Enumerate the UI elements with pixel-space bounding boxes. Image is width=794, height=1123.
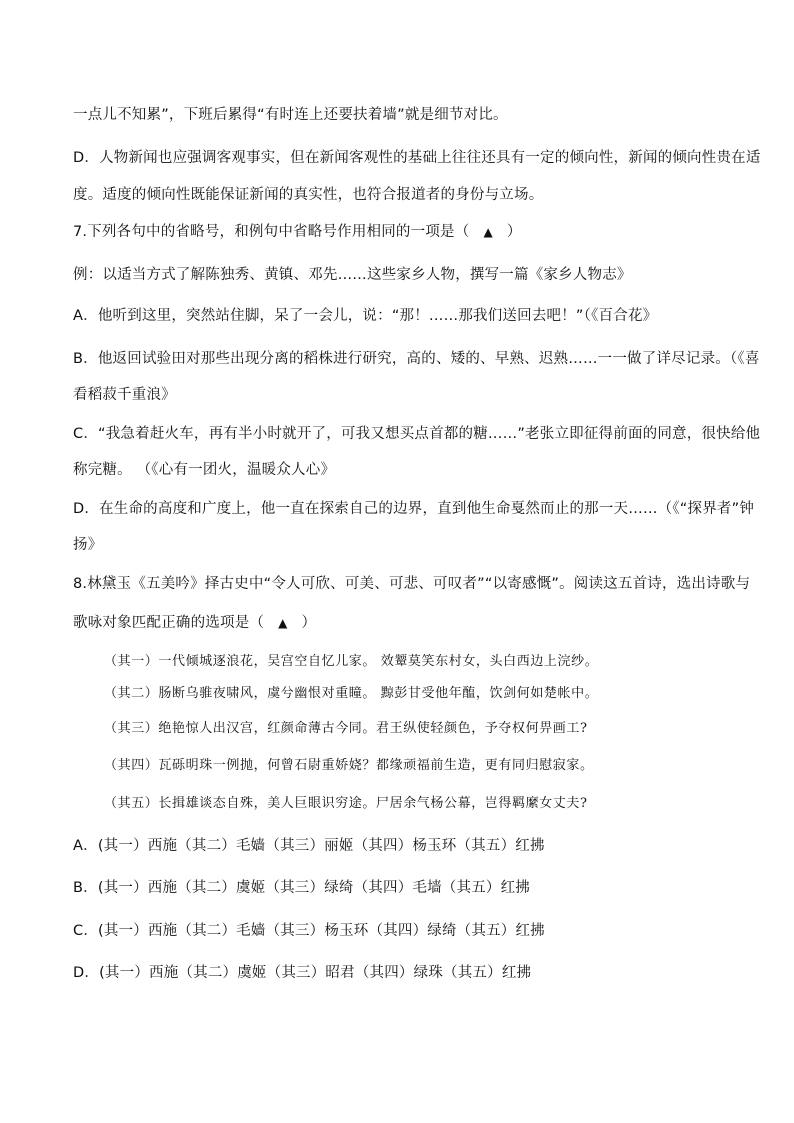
example-line: 例：以适当方式了解陈独秀、黄镇、邓先……这些家乡人物，撰写一篇《家乡人物志》 bbox=[73, 267, 632, 283]
question-7-close: ） bbox=[506, 224, 522, 240]
option-c-line: C．“我急着赶火车，再有半小时就开了，可我又想买点首都的糖……”老张立即征得前面的同意，很快给他 bbox=[73, 426, 761, 442]
question-7-text: 7.下列各句中的省略号，和例句中省略号作用相同的一项是（ bbox=[73, 224, 470, 240]
question-7-stem bbox=[73, 222, 522, 242]
option-d-line: D．(其一）西施（其二）虞姬（其三）昭君（其四）绿珠（其五）红拂 bbox=[73, 965, 532, 981]
poem-line: （其二）肠断乌骓夜啸风，虞兮幽恨对重瞳。 黥彭甘受他年醢，饮剑何如楚帐中。 bbox=[104, 686, 599, 701]
option-c-line-cont: 称完糖。 （《心有一团火，温暖众人心》 bbox=[73, 462, 336, 478]
option-a-line: A．他听到这里，突然站住脚，呆了一会儿，说：“那！……那我们送回去吧！”（《百合花》 bbox=[73, 308, 658, 324]
option-b-line: B．(其一）西施（其二）虞姬（其三）绿绮（其四）毛墙（其五）红拂 bbox=[73, 880, 531, 896]
option-b-line: B．他返回试验田对那些出现分离的稻株进行研究，高的、矮的、早熟、迟熟……一一做了详尽记录。（《喜 bbox=[73, 351, 760, 367]
poem-line: （其一）一代倾城逐浪花，吴宫空自忆儿家。 效颦莫笑东村女，头白西边上浣纱。 bbox=[104, 654, 599, 669]
question-8-close: ） bbox=[301, 615, 317, 631]
text-line: 度。适度的倾向性既能保证新闻的真实性，也符合报道者的身份与立场。 bbox=[73, 187, 544, 203]
question-8-stem: 8.林黛玉《五美吟》择古史中“令人可欣、可美、可悲、可叹者”“以寄感慨”。阅读这五首诗，选出诗歌与 bbox=[73, 576, 751, 592]
option-d-line: D．在生命的高度和广度上，他一直在探索自己的边界，直到他生命戛然而止的那一天……（《“探界者”钟 bbox=[73, 501, 755, 517]
option-c-line: C．(其一）西施（其二）毛嫱（其三）杨玉环（其四）绿绮（其五）红拂 bbox=[73, 923, 545, 939]
option-b-line-cont: 看稻菽千重浪》 bbox=[73, 387, 176, 403]
option-a-line: A．(其一）西施（其二）毛嫱（其三）丽姬（其四）杨玉环（其五）红拂 bbox=[73, 838, 545, 854]
option-d-line-cont: 扬》 bbox=[73, 537, 103, 553]
poem-line: （其五）长揖雄谈态自殊，美人巨眼识穷途。尸居余气杨公幕，岂得羁縻女丈夫? bbox=[104, 796, 588, 811]
question-8-text: 歌咏对象匹配正确的选项是（ bbox=[73, 615, 265, 631]
text-line: 一点儿不知累”，下班后累得“有时连上还要扶着墙”就是细节对比。 bbox=[73, 107, 508, 123]
option-d-line: D．人物新闻也应强调客观事实，但在新闻客观性的基础上往往还具有一定的倾向性，新闻的倾向性贵在适 bbox=[73, 150, 761, 166]
answer-placeholder-triangle-icon: ▲ bbox=[278, 616, 288, 630]
question-8-stem-cont bbox=[73, 613, 316, 633]
poem-line: （其四）瓦砾明珠一例抛，何曾石尉重娇娆？都缘顽福前生造，更有同归慰寂家。 bbox=[104, 758, 594, 773]
answer-placeholder-triangle-icon: ▲ bbox=[483, 225, 493, 239]
poem-line: （其三）绝艳惊人出汉宫，红颜命薄古今同。君王纵使轻颜色，予夺权何畀画工? bbox=[104, 721, 588, 736]
